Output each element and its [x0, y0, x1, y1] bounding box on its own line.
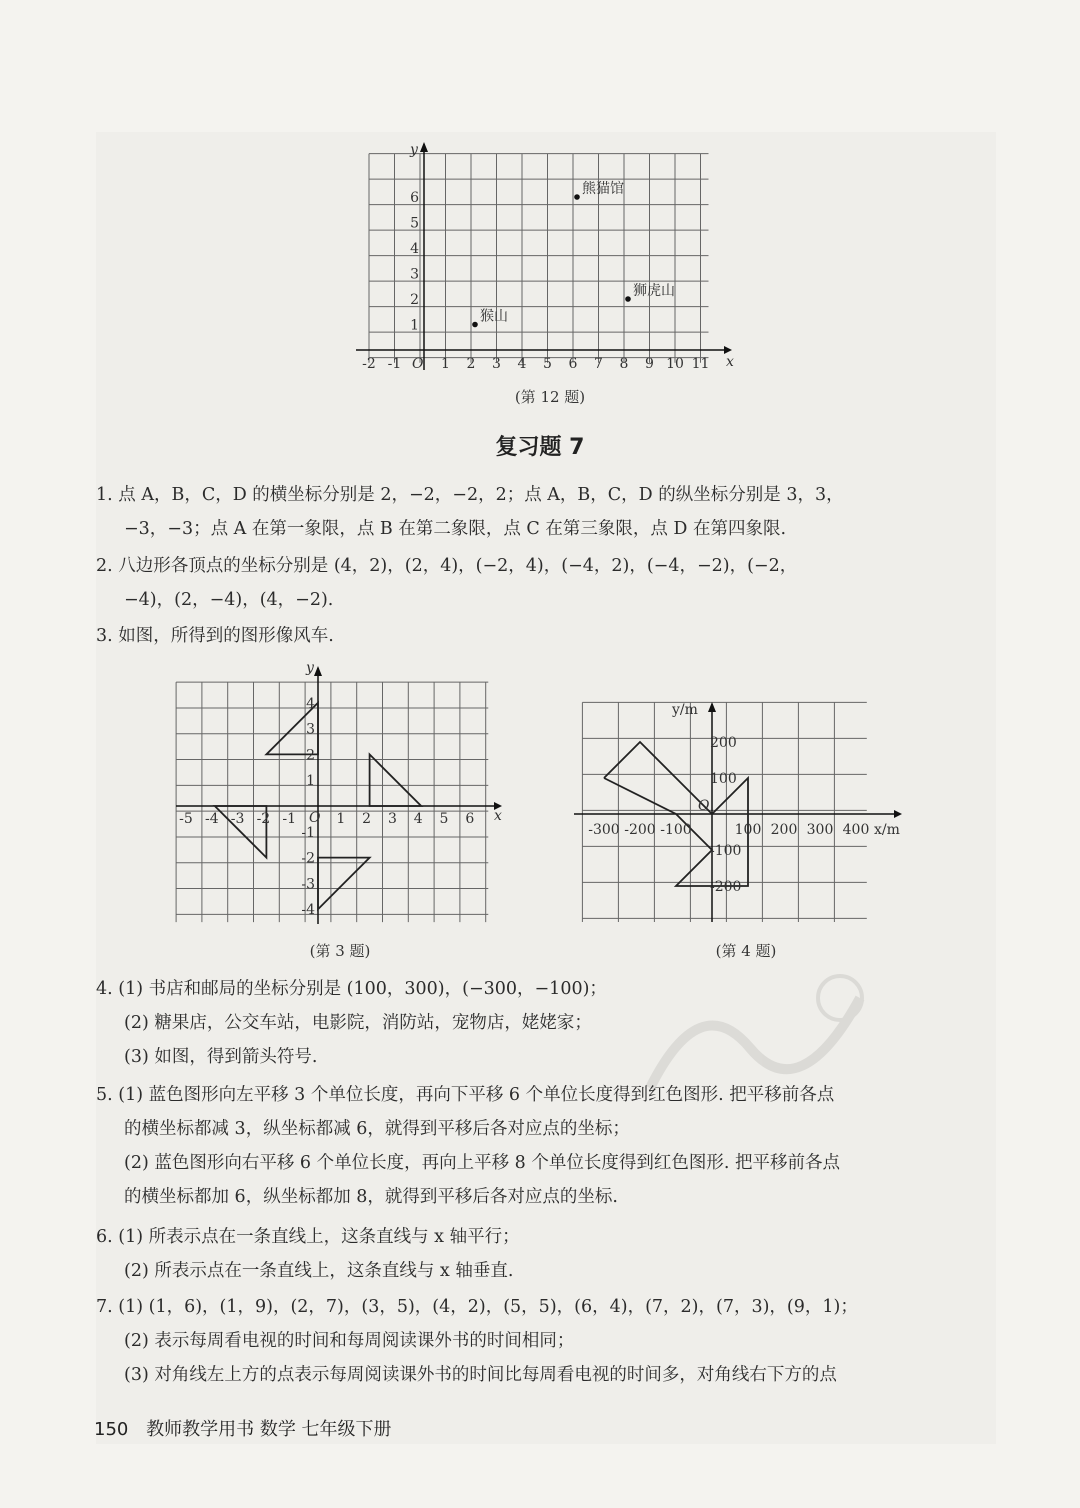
pinwheel-triangle: [318, 858, 370, 910]
x-tick-label: -100: [660, 822, 692, 838]
question-5-line-2: 的横坐标都减 3，纵坐标都减 6，就得到平移后各对应点的坐标；: [124, 1119, 630, 1139]
question-4-part-2: (2) 糖果店，公交车站，电影院，消防站，宠物店，姥姥家；: [124, 1013, 592, 1033]
y-tick-label: -100: [710, 843, 742, 859]
x-tick-label: 100: [734, 822, 762, 838]
y-axis-label: y: [306, 660, 314, 676]
x-tick-label: 1: [441, 356, 450, 372]
question-2: [96, 549, 1002, 617]
x-tick-label: -5: [179, 811, 193, 827]
page-number: 150: [94, 1419, 129, 1440]
location-point: [472, 322, 478, 328]
y-tick-label: -1: [301, 824, 315, 841]
x-tick-label: 3: [492, 356, 501, 372]
pinwheel-triangle: [370, 754, 422, 806]
y-tick-label: 1: [410, 317, 419, 334]
page-footer: [94, 1415, 392, 1441]
question-2-line-2: −4)，(2，−4)，(4，−2).: [124, 590, 334, 610]
origin-label: O: [698, 798, 710, 814]
question-5-line-4: 的横坐标都加 6，纵坐标都加 8，就得到平移后各对应点的坐标.: [124, 1187, 618, 1207]
x-tick-label: -1: [282, 811, 297, 827]
x-tick-label: -200: [624, 822, 656, 838]
question-4-part-3: (3) 如图，得到箭头符号.: [124, 1047, 318, 1067]
location-point: [574, 194, 580, 200]
y-tick-label: 100: [710, 771, 737, 787]
x-axis-label: x/m: [874, 822, 900, 838]
section-title: 复习题 7: [495, 435, 585, 460]
y-tick-label: 4: [306, 695, 315, 712]
figure-12-caption: (第 12 题): [514, 388, 586, 406]
figure-4-caption: (第 4 题): [715, 942, 777, 960]
figure-3-caption: (第 3 题): [309, 942, 371, 960]
location-label: 狮虎山: [633, 283, 675, 299]
y-tick-label: 2: [410, 292, 419, 308]
x-tick-label: 5: [439, 811, 449, 827]
x-tick-label: 8: [619, 356, 629, 372]
x-tick-label: 4: [517, 356, 527, 372]
x-tick-label: 10: [666, 356, 684, 372]
question-6-part-1: 6. (1) 所表示点在一条直线上，这条直线与 x 轴平行；: [96, 1227, 520, 1247]
publisher-watermark-icon: [640, 968, 870, 1108]
question-3-line-1: 3. 如图，所得到的图形像风车.: [96, 626, 334, 646]
question-3: [96, 619, 1002, 653]
x-tick-label: 6: [568, 356, 578, 372]
origin-label: O: [309, 810, 321, 826]
figure-4-arrow-graph: [574, 696, 914, 926]
question-4-part-1: 4. (1) 书店和邮局的坐标分别是 (100，300)，(−300，−100)；: [96, 979, 607, 999]
x-tick-label: -300: [588, 822, 620, 838]
question-2-line-1: 2. 八边形各顶点的坐标分别是 (4，2)，(2，4)，(−2，4)，(−4，2)，(−4，−2)，(−2，: [96, 556, 798, 576]
x-tick-label: 5: [543, 356, 552, 372]
x-tick-label: -1: [387, 356, 402, 372]
question-7-part-1: 7. (1) (1，6)，(1，9)，(2，7)，(3，5)，(4，2)，(5，5)，(6，4)，(7，2)，(7，3)，(9，1)；: [96, 1297, 858, 1317]
x-tick-label: 6: [465, 811, 475, 827]
y-axis-label: y: [410, 142, 418, 158]
x-tick-label: 7: [594, 356, 603, 372]
question-5-line-1: 5. (1) 蓝色图形向左平移 3 个单位长度，再向下平移 6 个单位长度得到红色图形. 把平移前各点: [96, 1085, 835, 1105]
question-6-part-2: (2) 所表示点在一条直线上，这条直线与 x 轴垂直.: [124, 1261, 514, 1281]
x-axis-label: x: [726, 354, 734, 370]
x-tick-label: -2: [256, 811, 271, 827]
x-tick-label: 9: [645, 356, 654, 372]
question-5-line-3: (2) 蓝色图形向右平移 6 个单位长度，再向上平移 8 个单位长度得到红色图形. 把平移前各点: [124, 1153, 840, 1173]
y-tick-label: 3: [306, 721, 315, 738]
question-7-part-3: (3) 对角线左上方的点表示每周阅读课外书的时间比每周看电视的时间多，对角线右下方的点: [124, 1365, 837, 1385]
location-point: [625, 296, 631, 302]
x-tick-label: 1: [336, 811, 346, 827]
figure-12-coordinate-grid: [356, 140, 736, 370]
question-1: [96, 478, 1002, 546]
x-tick-label: 11: [691, 356, 710, 372]
x-tick-label: 2: [466, 356, 476, 372]
y-tick-label: 6: [410, 190, 419, 206]
question-1-line-2: −3，−3；点 A 在第一象限，点 B 在第二象限，点 C 在第三象限，点 D 在第四象限.: [124, 519, 787, 539]
y-tick-label: -200: [710, 879, 742, 895]
book-title: 教师教学用书 数学 七年级下册: [146, 1419, 392, 1440]
question-6: [96, 1220, 1002, 1288]
y-tick-label: -3: [301, 876, 315, 893]
location-label: 猴山: [480, 308, 508, 325]
question-7-part-2: (2) 表示每周看电视的时间和每周阅读课外书的时间相同；: [124, 1331, 575, 1351]
x-tick-label: 300: [806, 822, 834, 838]
x-tick-label: 3: [387, 811, 397, 827]
x-tick-label: -2: [362, 356, 376, 372]
figure-3-pinwheel-graph: [176, 660, 506, 930]
x-tick-label: 200: [770, 822, 798, 838]
y-tick-label: -2: [301, 850, 315, 867]
x-tick-label: -3: [230, 811, 245, 827]
x-tick-label: -4: [204, 811, 219, 827]
y-tick-label: 2: [306, 747, 315, 764]
y-tick-label: 5: [410, 215, 419, 232]
y-tick-label: 3: [410, 266, 419, 283]
x-tick-label: 2: [362, 811, 372, 827]
y-tick-label: 4: [410, 241, 419, 257]
origin-label: O: [412, 356, 424, 372]
y-axis-label: y/m: [672, 702, 698, 718]
question-7: [96, 1290, 1002, 1392]
location-label: 熊猫馆: [582, 181, 624, 197]
y-tick-label: -4: [301, 902, 315, 919]
x-tick-label: 400: [842, 822, 870, 838]
question-1-line-1: 1. 点 A，B，C，D 的横坐标分别是 2，−2，−2，2；点 A，B，C，D 的纵坐标分别是 3，3，: [96, 485, 844, 505]
y-tick-label: 200: [710, 735, 737, 751]
x-tick-label: 4: [413, 811, 423, 827]
x-axis-label: x: [494, 808, 502, 824]
y-tick-label: 1: [306, 773, 315, 790]
